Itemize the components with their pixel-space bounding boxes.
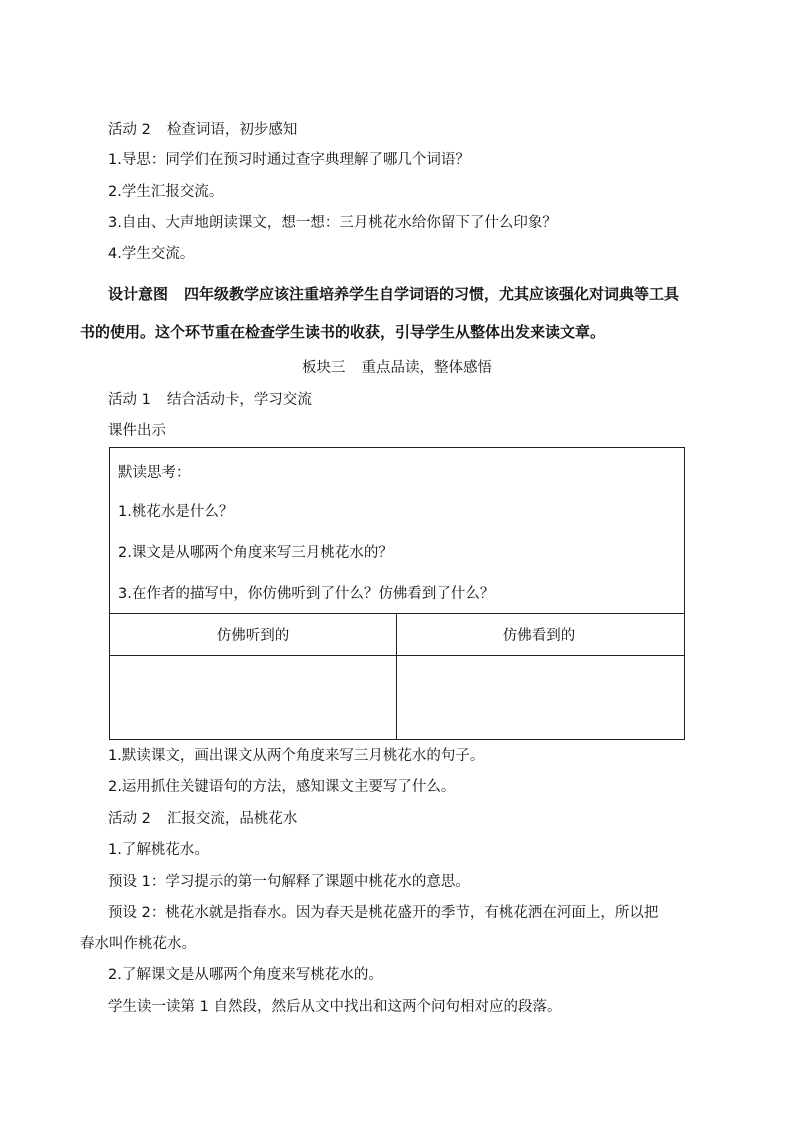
activity-label: 活动 1 <box>108 392 151 408</box>
section-title <box>0 358 794 378</box>
column-header-heard: 仿佛听到的 <box>216 628 290 644</box>
card-question: 2.课文是从哪两个角度来写三月桃花水的？ <box>118 545 393 561</box>
table-divider <box>110 613 684 614</box>
activity-label: 活动 2 <box>108 122 151 138</box>
list-item: 2.了解课文是从哪两个角度来写桃花水的。 <box>108 967 383 983</box>
answer-cell-heard[interactable] <box>110 656 396 739</box>
design-intent-label: 设计意图 <box>108 285 169 303</box>
list-item: 4.学生交流。 <box>108 246 195 262</box>
list-item: 学生读一读第 1 自然段，然后从文中找出和这两个问句相对应的段落。 <box>108 999 562 1015</box>
activity-2b-heading <box>108 809 297 829</box>
section-name: 重点品读，整体感悟 <box>361 360 492 376</box>
list-item: 2.学生汇报交流。 <box>108 184 224 200</box>
list-item: 1.导思：同学们在预习时通过查字典理解了哪几个词语？ <box>108 152 470 168</box>
activity-title: 汇报交流，品桃花水 <box>166 811 298 827</box>
activity-title: 结合活动卡，学习交流 <box>166 392 312 408</box>
design-intent-line-2: 书的使用。这个环节重在检查学生读书的收获，引导学生从整体出发来读文章。 <box>80 323 606 341</box>
list-item: 3.自由、大声地朗读课文，想一想：三月桃花水给你留下了什么印象？ <box>108 215 557 231</box>
activity-1-heading <box>108 390 312 410</box>
card-question: 3.在作者的描写中，你仿佛听到了什么？仿佛看到了什么？ <box>118 586 495 602</box>
activity-2-heading <box>108 120 297 140</box>
design-intent-line <box>108 284 679 304</box>
list-item: 1.了解桃花水。 <box>108 842 209 858</box>
card-prompt: 默读思考： <box>118 465 191 481</box>
column-header-seen: 仿佛看到的 <box>502 628 576 644</box>
design-intent-text: 四年级教学应该注重培养学生自学词语的习惯，尤其应该强化对词典等工具 <box>184 285 680 303</box>
courseware-label: 课件出示 <box>108 423 166 439</box>
preset-2: 预设 2：桃花水就是指春水。因为春天是桃花盛开的季节，有桃花洒在河面上，所以把 <box>108 905 659 921</box>
activity-card <box>109 447 685 740</box>
card-question: 1.桃花水是什么？ <box>118 504 234 520</box>
list-item: 2.运用抓住关键语句的方法，感知课文主要写了什么。 <box>108 779 456 795</box>
preset-2-continued: 春水叫作桃花水。 <box>80 936 196 952</box>
list-item: 1.默读课文，画出课文从两个角度来写三月桃花水的句子。 <box>108 748 485 764</box>
preset-1: 预设 1：学习提示的第一句解释了课题中桃花水的意思。 <box>108 874 470 890</box>
section-label: 板块三 <box>302 360 346 376</box>
activity-label: 活动 2 <box>108 811 151 827</box>
activity-title: 检查词语，初步感知 <box>166 122 298 138</box>
answer-cell-seen[interactable] <box>397 656 684 739</box>
